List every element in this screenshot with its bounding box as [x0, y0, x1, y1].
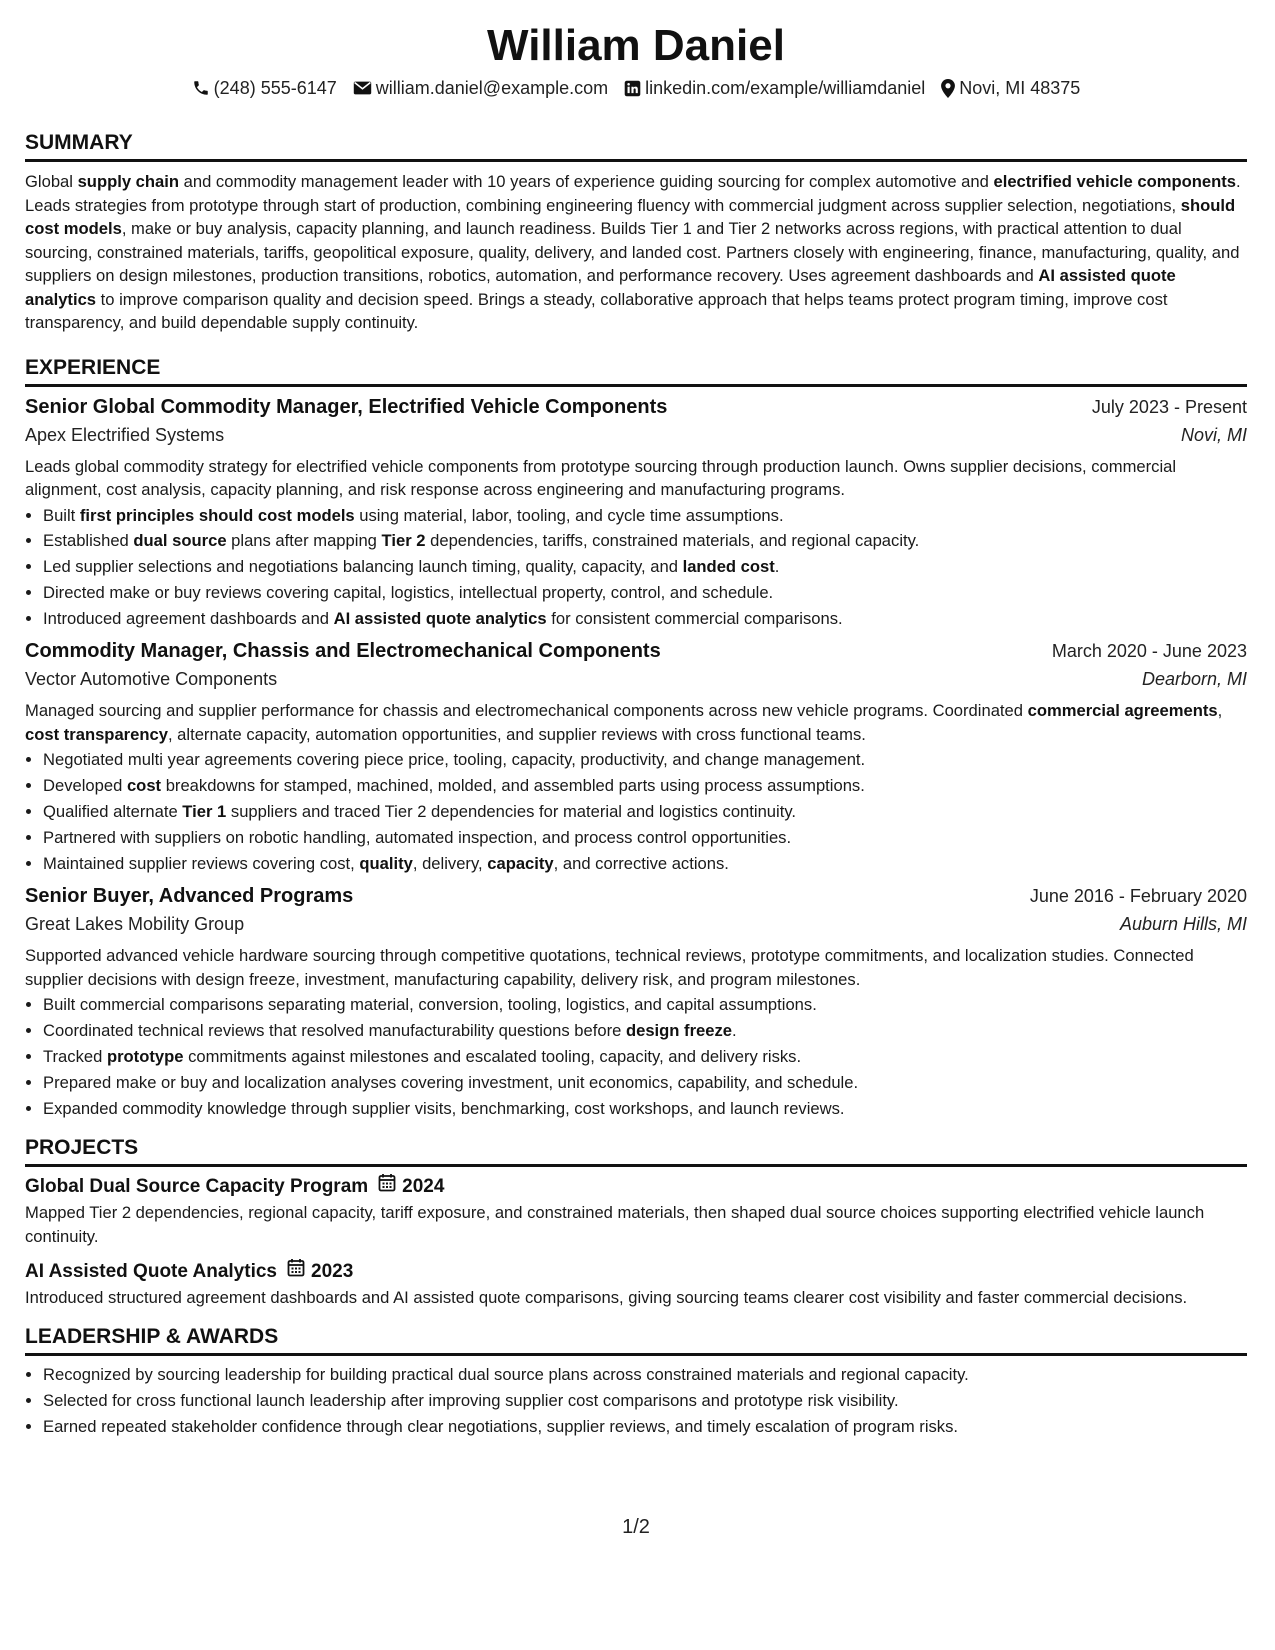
resume-page: [25, 0, 1247, 1650]
job-title: Commodity Manager, Chassis and Electromechanical Components: [25, 640, 661, 663]
candidate-name: William Daniel: [487, 21, 785, 70]
projects-section: [25, 1135, 1247, 1310]
summary-section: [25, 130, 1247, 335]
job-location: Dearborn, MI: [1141, 669, 1247, 690]
bullet-item: • Coordinated technical reviews that resolved manufacturability questions before design freeze.: [43, 1018, 1247, 1044]
summary-paragraph: Global supply chain and commodity management leader with 10 years of experience guiding sourcing for complex automotive and electrified vehicle components. Leads strategies from prototype through start of production, combining engineering fluency with commercial judgment across supplier selection, negotiations, should cost models, make or buy analysis, capacity planning, and launch readiness. Builds Tier 1 and Tier 2 networks across regions, with practical attention to dual sourcing, constrained materials, tariffs, geopolitical exposure, quality, delivery, and landed cost. Partners closely with engineering, finance, manufacturing, quality, and suppliers on design milestones, production transitions, robotics, automation, and performance recovery. Uses agreement dashboards and AI assisted quote analytics to improve comparison quality and decision speed. Brings a steady, collaborative approach that helps teams protect program timing, improve cost transparency, and build dependable supply continuity.: [25, 172, 1241, 332]
experience-section: [25, 355, 1247, 1122]
job-company: Apex Electrified Systems: [25, 424, 225, 445]
contact-linkedin[interactable]: [624, 76, 925, 100]
job-entry: [25, 393, 1247, 632]
bullet-item: • Built first principles should cost models using material, labor, tooling, and cycle time assumptions.: [43, 503, 1247, 529]
contact-location: [941, 76, 1080, 100]
summary-heading: SUMMARY: [25, 130, 1247, 162]
bullet-item: • Partnered with suppliers on robotic handling, automated inspection, and process control opportunities.: [43, 825, 1247, 851]
linkedin-text[interactable]: linkedin.com/example/williamdaniel: [645, 78, 926, 98]
job-dates: June 2016 - February 2020: [1029, 886, 1247, 907]
project-title: AI Assisted Quote Analytics: [25, 1261, 277, 1283]
phone-icon: [192, 79, 210, 97]
bullet-item: • Established dual source plans after mapping Tier 2 dependencies, tariffs, constrained materials, and regional capacity.: [43, 528, 1247, 554]
bullet-item: • Selected for cross functional launch leadership after improving supplier cost comparisons and prototype risk visibility.: [43, 1388, 1247, 1414]
bullet-item: • Maintained supplier reviews covering cost, quality, delivery, capacity, and corrective actions.: [43, 851, 1247, 877]
bullet-item: • Introduced agreement dashboards and AI assisted quote analytics for consistent commercial comparisons.: [43, 606, 1247, 632]
leadership-bullets: [25, 1362, 1247, 1439]
project-entry: [25, 1173, 1247, 1248]
job-description: Leads global commodity strategy for electrified vehicle components from prototype sourcing through production launch. Owns supplier decisions, commercial alignment, cost analysis, capacity planning, and risk response across engineering and manufacturing programs.: [25, 456, 1177, 499]
bullet-item: • Expanded commodity knowledge through supplier visits, benchmarking, cost workshops, and launch reviews.: [43, 1096, 1247, 1122]
job-description: Supported advanced vehicle hardware sourcing through competitive quotations, technical reviews, prototype commitments, and localization studies. Connected supplier decisions with design freeze, investment, manufacturing capability, delivery risk, and program milestones.: [25, 946, 1194, 989]
bullet-item: • Tracked prototype commitments against milestones and escalated tooling, capacity, and delivery risks.: [43, 1044, 1247, 1070]
project-year: 2023: [311, 1261, 354, 1283]
linkedin-icon: [624, 80, 641, 97]
contact-bar: [25, 76, 1247, 100]
bullet-item: • Directed make or buy reviews covering capital, logistics, intellectual property, control, and schedule.: [43, 580, 1247, 606]
job-bullets: [25, 747, 1247, 876]
envelope-icon: [353, 80, 372, 96]
job-company: Great Lakes Mobility Group: [25, 914, 245, 935]
bullet-item: • Recognized by sourcing leadership for building practical dual source plans across constrained materials and regional capacity.: [43, 1362, 1247, 1388]
project-entry: [25, 1258, 1247, 1310]
bullet-item: • Developed cost breakdowns for stamped, machined, molded, and assembled parts using process assumptions.: [43, 773, 1247, 799]
calendar-icon: [378, 1173, 396, 1201]
location-text: Novi, MI 48375: [959, 78, 1081, 98]
bullet-item: • Negotiated multi year agreements covering piece price, tooling, capacity, productivity, and change management.: [43, 747, 1247, 773]
job-description: Managed sourcing and supplier performance for chassis and electromechanical components across new vehicle programs. Coordinated commercial agreements, cost transparency, alternate capacity, automation opportunities, and supplier reviews with cross functional teams.: [25, 701, 1223, 744]
bullet-item: • Built commercial comparisons separating material, conversion, tooling, logistics, and capital assumptions.: [43, 992, 1247, 1018]
job-dates: July 2023 - Present: [1091, 396, 1247, 417]
contact-email[interactable]: [353, 76, 608, 100]
job-entry: [25, 882, 1247, 1121]
page-number: 1/2: [622, 1516, 650, 1538]
bullet-item: • Earned repeated stakeholder confidence through clear negotiations, supplier reviews, and timely escalation of program risks.: [43, 1414, 1247, 1440]
experience-heading: EXPERIENCE: [25, 355, 1247, 387]
job-title: Senior Global Commodity Manager, Electrified Vehicle Components: [25, 395, 668, 418]
map-pin-icon: [941, 79, 955, 98]
job-company: Vector Automotive Components: [25, 669, 278, 690]
job-bullets: [25, 503, 1247, 632]
calendar-icon: [287, 1258, 305, 1286]
projects-heading: PROJECTS: [25, 1135, 1247, 1167]
job-dates: March 2020 - June 2023: [1051, 641, 1247, 662]
bullet-item: • Prepared make or buy and localization analyses covering investment, unit economics, capability, and schedule.: [43, 1070, 1247, 1096]
bullet-item: • Led supplier selections and negotiations balancing launch timing, quality, capacity, and landed cost.: [43, 554, 1247, 580]
project-title: Global Dual Source Capacity Program: [25, 1176, 369, 1198]
email-text[interactable]: william.daniel@example.com: [375, 78, 609, 98]
job-entry: [25, 637, 1247, 876]
project-year: 2024: [402, 1176, 445, 1198]
leadership-section: [25, 1324, 1247, 1439]
bullet-item: • Qualified alternate Tier 1 suppliers and traced Tier 2 dependencies for material and logistics continuity.: [43, 799, 1247, 825]
project-description: Mapped Tier 2 dependencies, regional capacity, tariff exposure, and constrained materials, then shaped dual source choices supporting electrified vehicle launch continuity.: [25, 1203, 1205, 1246]
contact-phone: [192, 76, 337, 100]
phone-text: (248) 555-6147: [213, 78, 337, 98]
leadership-heading: LEADERSHIP & AWARDS: [25, 1324, 1247, 1356]
job-location: Auburn Hills, MI: [1119, 914, 1247, 935]
project-description: Introduced structured agreement dashboards and AI assisted quote comparisons, giving sourcing teams clearer cost visibility and faster commercial decisions.: [25, 1288, 1188, 1308]
job-location: Novi, MI: [1180, 424, 1247, 445]
job-title: Senior Buyer, Advanced Programs: [25, 885, 354, 908]
job-bullets: [25, 992, 1247, 1121]
